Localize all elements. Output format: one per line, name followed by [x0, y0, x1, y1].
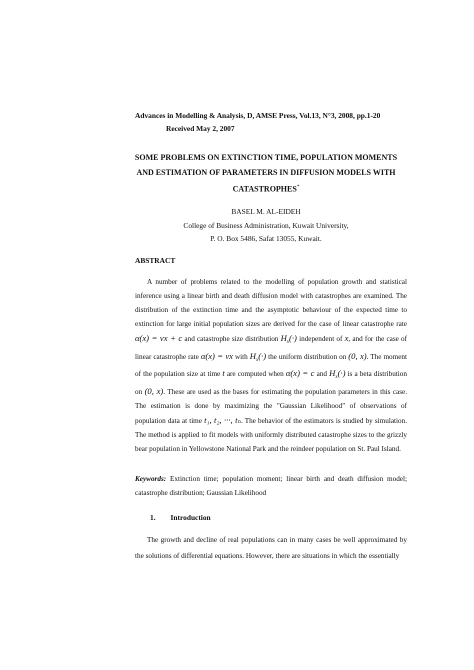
math-subscript: x [335, 375, 338, 381]
keywords-text: Extinction time; population moment; linear birth and death diffusion model; catastrophe distribution; Gaussian Likelihood [135, 475, 407, 497]
math-interval: (0, x) [144, 386, 164, 397]
abstract-text: A number of problems related to the modelling of population growth and statistical inference using a linear birth and death diffusion model with catastrophes are examined. The distribution of the extinction time and the asymptotic behaviour of the expected time to extinction for large initial population sizes are derived for the case of linear catastrophe rate [135, 278, 407, 328]
math-symbol: (·) [289, 332, 297, 343]
abstract-text: . The behavior of the estimators is studied by simulation. The method is applied to fit models with uniformly distributed catastrophe sizes to the grizzly bear population in Yellowstone National Park and the reindeer population on St. Paul Island. [135, 417, 407, 453]
abstract-text: with [232, 352, 250, 361]
footnote-mark: * [296, 185, 300, 190]
math-alpha-rate: α(x) = vx + c [135, 332, 183, 343]
math-symbol: H [329, 368, 336, 379]
abstract-text: is a beta distribution on [135, 370, 407, 397]
math-H-distribution [250, 351, 266, 361]
keywords [135, 473, 407, 500]
abstract-body [135, 276, 407, 457]
author-address: P. O. Box 5486, Safat 13055, Kuwait. [210, 234, 322, 243]
abstract-text: are computed when [224, 370, 286, 379]
abstract-text: and [314, 370, 330, 379]
math-alpha-constant: α(x) = c [285, 368, 315, 379]
math-alpha-linear: α(x) = vx [200, 350, 233, 361]
abstract-text: . These are used as the bases for estimating the population parameters in this case. The estimation is done by maximizing the "Gaussian Likelihood" of observations of population data at time [135, 388, 407, 426]
title-line [120, 180, 412, 197]
abstract-text: independent of [296, 334, 345, 343]
abstract-text: . The moment of the population size at time [135, 352, 407, 379]
abstract-text: , and for the case of linear catastrophe rate [135, 334, 407, 361]
math-symbol: H [280, 332, 287, 343]
section-title: Introduction [170, 513, 211, 522]
introduction-body [135, 533, 407, 564]
math-symbol: (·) [258, 350, 267, 361]
math-interval: (0, x) [348, 350, 367, 361]
abstract-text: the uniform distribution on [266, 352, 349, 361]
abstract-paragraph [135, 276, 407, 457]
abstract-text: and catastrophe size distribution [182, 334, 281, 343]
math-H-distribution [281, 333, 297, 343]
math-symbol: (·) [337, 368, 346, 379]
title-line: AND ESTIMATION OF PARAMETERS IN DIFFUSION MODELS WITH [136, 168, 396, 177]
section-heading-introduction [150, 513, 226, 522]
title-line-text: CATASTROPHES [232, 184, 297, 194]
title-line: SOME PROBLEMS ON EXTINCTION TIME, POPULATION MOMENTS [134, 153, 398, 162]
math-time-points: t₁, t₂, ···, tₙ [204, 415, 241, 426]
received-date: Received May 2, 2007 [166, 124, 235, 133]
math-x: x [344, 332, 349, 343]
math-H-distribution [329, 368, 346, 381]
author-block [120, 205, 412, 246]
keywords-label: Keywords: [135, 475, 167, 483]
introduction-paragraph: The growth and decline of real populations can in many cases be well approximated by the solutions of differential equations. However, there are situations in which the essentially [135, 536, 407, 560]
author-name: BASEL M. AL-EIDEH [231, 207, 301, 216]
math-symbol: H [249, 350, 256, 361]
author-affiliation: College of Business Administration, Kuwait University, [183, 220, 349, 230]
journal-reference: Advances in Modelling & Analysis, D, AMSE Press, Vol.13, N°3, 2008, pp.1-20 [135, 111, 381, 120]
paper-title [120, 150, 412, 197]
math-subscript: x [255, 357, 259, 363]
math-subscript: x [286, 339, 290, 345]
abstract-heading: ABSTRACT [135, 256, 176, 265]
section-number: 1. [150, 513, 156, 522]
math-t: t [222, 368, 225, 379]
